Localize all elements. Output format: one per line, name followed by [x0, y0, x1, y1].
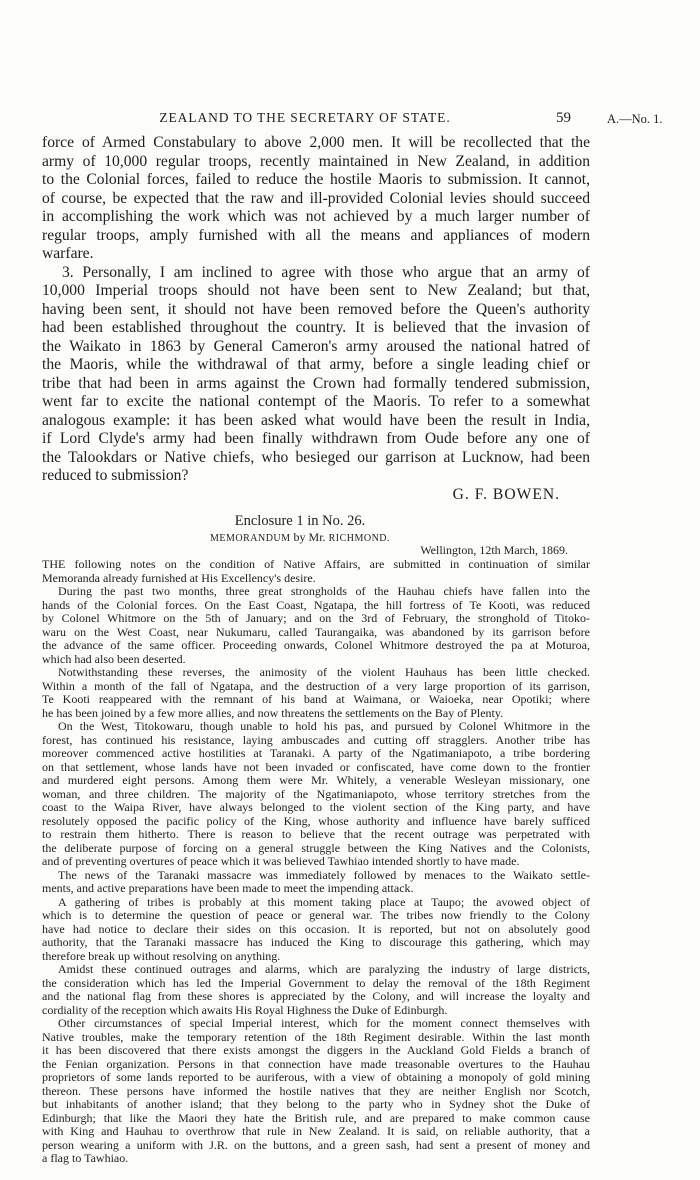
memorandum-line: woman, and three children. The majority of the Ngatimaniapoto, whose territory stretches from the: [42, 786, 590, 801]
memorandum-line: waru on the West Coast, near Nukumaru, called Taurangaika, was abandoned by its garrison before: [42, 624, 590, 639]
memorandum-line: Other circumstances of special Imperial interest, which for the moment connect themselves with: [58, 1016, 590, 1030]
enclosure-heading: Enclosure 1 in No. 26.: [234, 513, 366, 529]
despatch-line: tribe that had been in arms against the Crown had formally tendered submission,: [42, 374, 590, 392]
memorandum-line: on that settlement, whose lands have not been invaded or confiscated, have come down to the frontier: [42, 759, 590, 774]
despatch-line: to the Colonial forces, failed to reduce the hostile Maoris to submission. It cannot,: [42, 171, 590, 188]
despatch-line: the Talookdars or Native chiefs, who besieged our garrison at Lucknow, had been: [42, 448, 590, 466]
despatch-line: went far to excite the national contempt of the Maoris. To refer to a somewhat: [42, 393, 590, 410]
despatch-line: warfare.: [42, 245, 94, 262]
despatch-line: the Waikato in 1863 by General Cameron's army aroused the national hatred of: [42, 337, 590, 355]
memorandum-line: but inhabitants of another island; that they belong to the party who in Sydney shot the Duke of: [42, 1097, 590, 1111]
despatch-line: the Maoris, while the withdrawal of that army, before a single leading chief or: [42, 356, 590, 373]
memorandum-line: moreover commenced active hostilities at Taranaki. A party of the Ngatimaniapoto, a tribe bordering: [42, 746, 590, 760]
memorandum-line: which had also been deserted.: [42, 651, 186, 666]
document-reference: A.—No. 1.: [607, 112, 663, 126]
despatch-line: force of Armed Constabulary to above 2,000 men. It will be recollected that the: [42, 134, 590, 151]
memorandum-line: by Colonel Whitmore on the 5th of January; and on the 3rd of February, the stronghold of Titoko-: [42, 611, 590, 625]
dateline: Wellington, 12th March, 1869.: [420, 543, 568, 557]
memorandum-line: Edinburgh; that like the Maori they hate the British rule, and are prepared to make common cause: [42, 1110, 590, 1125]
memorandum-line: hands of the Colonial forces. On the East Coast, Ngatapa, the hill fortress of Te Kooti, was reduced: [42, 597, 590, 612]
memorandum-line: Amidst these continued outrages and alarms, which are paralyzing the industry of large districts,: [58, 962, 590, 976]
memorandum-line: which is to determine the question of peace or general war. The tribes now friendly to the Colony: [42, 908, 590, 922]
memorandum-line: resolutely opposed the pacific policy of the King, whose authority and influence have barely sufficed: [42, 813, 590, 828]
despatch-text: [42, 134, 590, 486]
memorandum-line: During the past two months, three great strongholds of the Hauhau chiefs have fallen into the: [58, 584, 590, 598]
memorandum-line: a flag to Tawhiao.: [42, 1151, 129, 1165]
despatch-line: army of 10,000 regular troops, recently maintained in New Zealand, in addition: [42, 152, 590, 170]
memorandum-line: authority, that the Taranaki massacre has induced the King to discourage this gathering, which may: [42, 935, 590, 949]
memorandum-line: and murdered eight persons. Among them were Mr. Whitely, a venerable Wesleyan missionary, one: [42, 773, 590, 787]
signature: G. F. BOWEN.: [452, 486, 560, 503]
memorandum-line: Within a month of the fall of Ngatapa, and the destruction of a very large proportion of its garrison,: [42, 678, 590, 693]
memorandum-line: and the national flag from these shores is appreciated by the Colony, and will increase the loyalty and: [42, 989, 590, 1003]
page-number: 59: [556, 110, 571, 126]
memorandum-line: the consideration which has led the Imperial Government to delay the removal of the 18th Regiment: [42, 975, 590, 990]
memorandum-line: and of preventing overtures of peace which it was believed Tawhiao intended shortly to have made.: [42, 854, 520, 868]
memorandum-line: he has been joined by a few more allies, and now threatens the settlements on the Bay of Plenty.: [42, 705, 504, 720]
memorandum-line: it has been discovered that there exists amongst the diggers in the Auckland Gold Fields a branch of: [42, 1043, 590, 1057]
despatch-line: regular troops, amply furnished with all the means and appliances of modern: [42, 226, 590, 244]
memorandum-line: forest, has continued his resistance, laying ambuscades and cutting off stragglers. Another tribe has: [42, 732, 590, 747]
memorandum-line: ments, and active preparations have been made to meet the impending attack.: [42, 881, 414, 895]
memorandum-line: to restrain them hitherto. There is reason to believe that the recent outrage was perpetrated with: [42, 827, 590, 841]
memorandum-line: thereon. These persons have informed the hostile natives that they are neither English nor Scotch,: [42, 1083, 590, 1098]
despatch-line: 10,000 Imperial troops should not have been sent to New Zealand; but that,: [42, 282, 590, 299]
despatch-line: in accomplishing the work which was not achieved by a much larger number of: [42, 208, 590, 225]
memorandum-line: therefore break up without resolving on anything.: [42, 948, 281, 963]
memorandum-line: cordiality of the reception which awaits His Royal Highness the Duke of Edinburgh.: [42, 1002, 448, 1017]
despatch-line: having been sent, it should not have been removed before the Queen's authority: [42, 300, 590, 318]
memorandum-line: The news of the Taranaki massacre was immediately followed by menaces to the Waikato settle-: [58, 867, 590, 882]
memorandum-line: proprietors of some lands reported to be auriferous, with a view of obtaining a monopoly of gold mining: [42, 1070, 590, 1084]
running-head: ZEALAND TO THE SECRETARY OF STATE.: [159, 110, 451, 125]
despatch-line: analogous example: it has been asked what would have been the result in India,: [42, 411, 590, 429]
memorandum-line: person wearing a uniform with J.R. on the buttons, and a green sash, had sent a present of money and: [42, 1137, 590, 1152]
despatch-line: 3. Personally, I am inclined to agree with those who argue that an army of: [62, 263, 590, 281]
memorandum-line: On the West, Titokowaru, though unable to hold his pas, and pursued by Colonel Whitmore in the: [58, 719, 590, 733]
memorandum-line: with King and Hauhau to overthrow that rule in New Zealand. It is said, on reliable authority, that a: [42, 1124, 590, 1138]
memorandum-line: have had notice to declare their sides on this occasion. It is reported, but not on absolutely good: [42, 921, 590, 936]
memorandum-line: the advance of the same officer. Proceeding onwards, Colonel Whitmore destroyed the pa at Moturoa,: [42, 638, 590, 652]
memorandum-line: the deliberate purpose of forcing on a general struggle between the King Natives and the Colonists,: [42, 840, 590, 855]
memorandum-line: Te Kooti reappeared with the remnant of his band at Waimana, or Waioeka, near Opotiki; where: [42, 692, 590, 706]
memorandum-line: Notwithstanding these reverses, the animosity of the violent Hauhaus has been little checked.: [58, 665, 590, 679]
memorandum-author: RICHMOND.: [328, 533, 391, 544]
memorandum-line: Memoranda already furnished at His Excellency's desire.: [42, 570, 316, 585]
memorandum-line: Native troubles, make the temporary retention of the 18th Regiment desirable. Within the last month: [42, 1029, 590, 1044]
despatch-line: of course, be expected that the raw and ill-provided Colonial levies should succeed: [42, 189, 590, 207]
despatch-line: if Lord Clyde's army had been finally withdrawn from Oude before any one of: [42, 430, 590, 447]
memorandum-by: by Mr.: [293, 530, 326, 544]
despatch-line: reduced to submission?: [42, 467, 189, 484]
despatch-line: had been established throughout the country. It is believed that the invasion of: [42, 319, 590, 336]
memorandum-line: THE following notes on the condition of Native Affairs, are submitted in continuation of similar: [42, 557, 590, 571]
memorandum-label: MEMORANDUM: [209, 533, 291, 544]
memorandum-line: A gathering of tribes is probably at this moment taking place at Taupo; the avowed object of: [58, 894, 590, 909]
memorandum-line: coast to the Waipa River, have always belonged to the violent section of the King party, and have: [42, 800, 590, 814]
memorandum-text: [42, 558, 590, 1166]
memorandum-line: the Fenian organization. Persons in that connection have made treasonable overtures to the Hauhau: [42, 1056, 590, 1071]
